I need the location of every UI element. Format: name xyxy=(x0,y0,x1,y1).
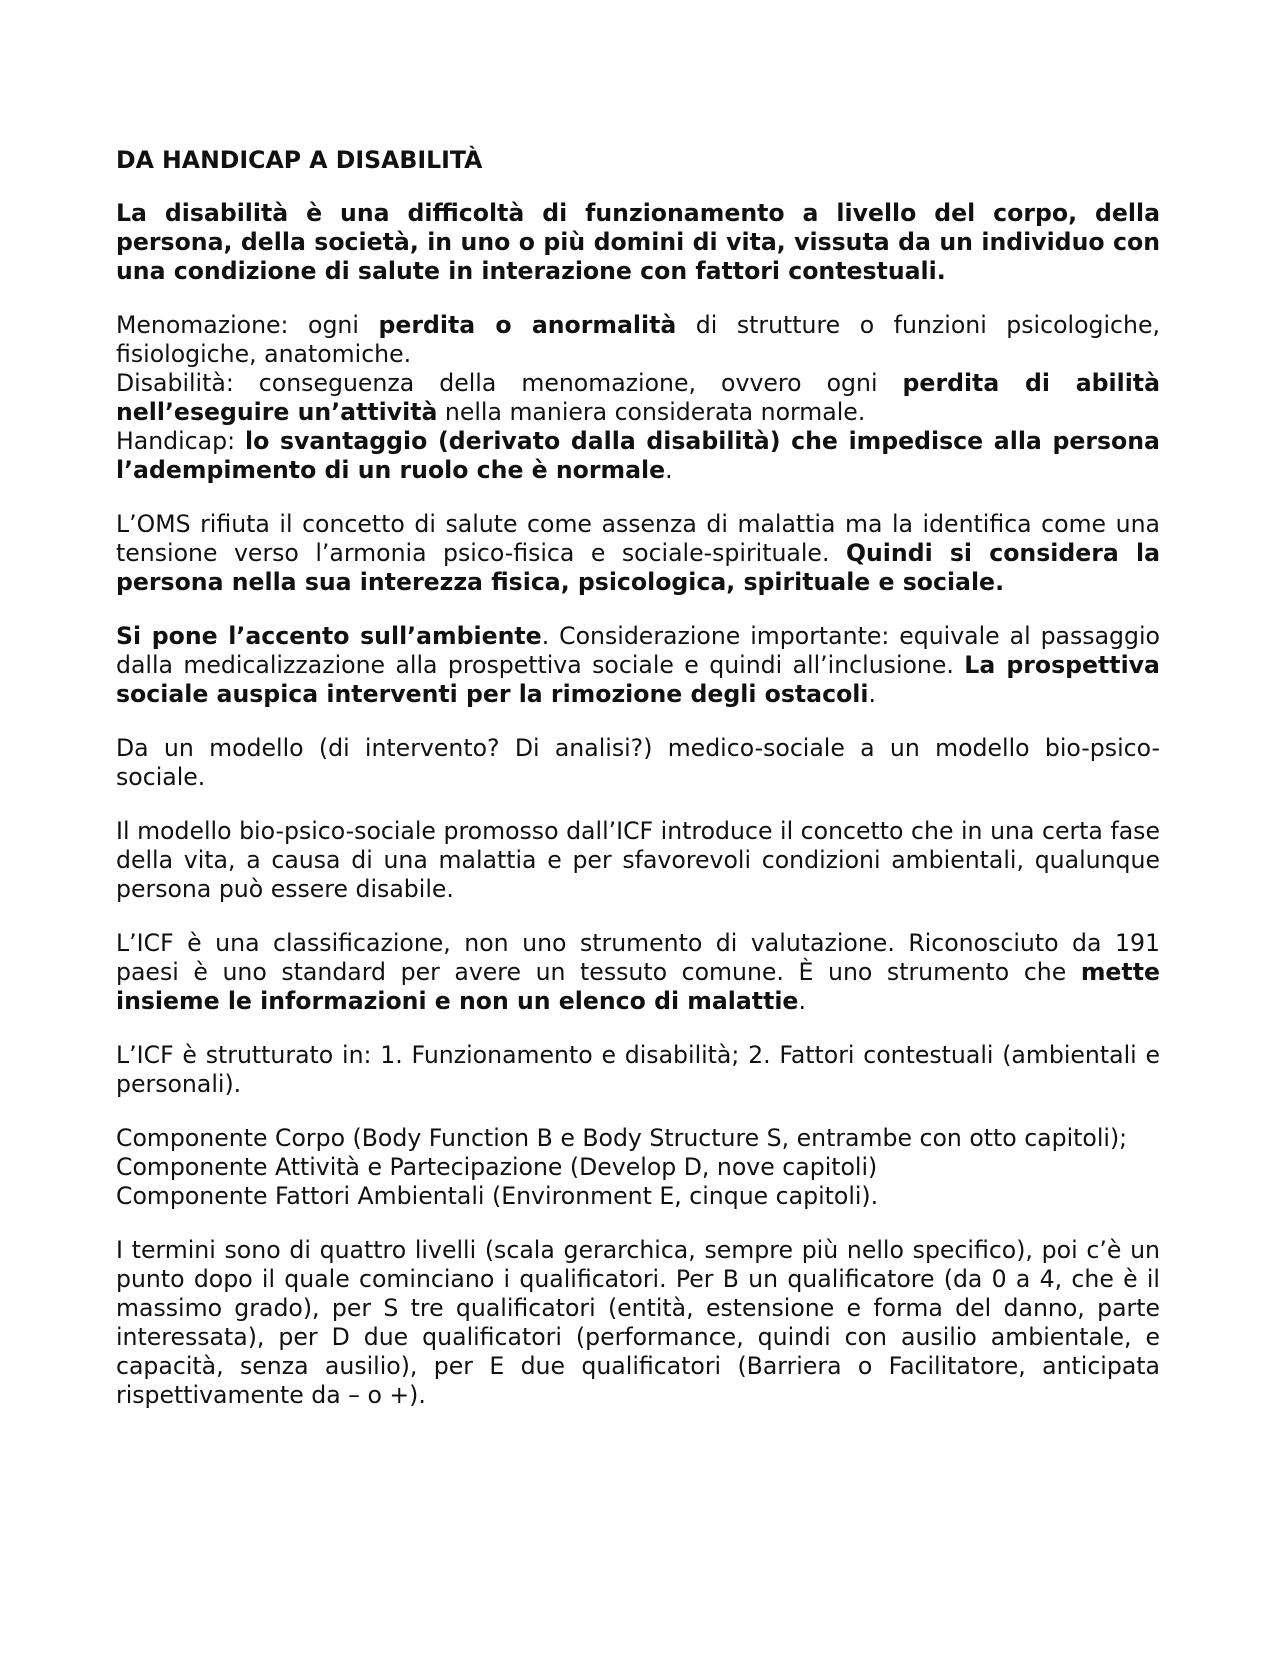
componente-attivita: Componente Attività e Partecipazione (Develop D, nove capitoli) xyxy=(116,1153,878,1181)
termini-paragraph: I termini sono di quattro livelli (scala gerarchica, sempre più nello specifico), poi c’è un punto dopo il quale cominciano i qualificatori. Per B un qualificatore (da 0 a 4, che è il massimo grado), per S tre qualificatori (entità, estensione e forma del danno, parte interessata), per D due qualificatori (performance, quindi con ausilio ambientale, e capacità, senza ausilio), per E due qualificatori (Barriera o Facilitatore, anticipata rispettivamente da – o +). xyxy=(116,1236,1160,1409)
document-title: DA HANDICAP A DISABILITÀ xyxy=(116,146,483,174)
icf-intro-paragraph: Il modello bio-psico-sociale promosso dall’ICF introduce il concetto che in una certa fase della vita, a causa di una malattia e per sfavorevoli condizioni ambientali, qualunque persona può essere disabile. xyxy=(116,817,1160,903)
definition-text: La disabilità è una difficoltà di funzionamento a livello del corpo, della persona, della società, in uno o più domini di vita, vissuta da un individuo con una condizione di salute in interazione con fattori contestuali. xyxy=(116,199,1160,285)
term-menomazione: Menomazione: ogni perdita o anormalità di strutture o funzioni psicologiche, fisiologiche, anatomiche. xyxy=(116,311,1160,368)
componenti-block xyxy=(116,1124,1160,1211)
componente-corpo: Componente Corpo (Body Function B e Body Structure S, entrambe con otto capitoli); xyxy=(116,1124,1128,1152)
ambiente-paragraph: Si pone l’accento sull’ambiente. Considerazione importante: equivale al passaggio dalla medicalizzazione alla prospettiva sociale e quindi all’inclusione. La prospettiva sociale auspica interventi per la rimozione degli ostacoli. xyxy=(116,622,1160,708)
componente-fattori: Componente Fattori Ambientali (Environment E, cinque capitoli). xyxy=(116,1182,879,1210)
modello-paragraph: Da un modello (di intervento? Di analisi?) medico-sociale a un modello bio-psico-sociale. xyxy=(116,734,1160,791)
icf-classificazione-paragraph: L’ICF è una classificazione, non uno strumento di valutazione. Riconosciuto da 191 paesi è uno standard per avere un tessuto comune. È uno strumento che mette insieme le informazioni e non un elenco di malattie. xyxy=(116,929,1160,1015)
definition-paragraph xyxy=(116,199,1160,286)
terms-block xyxy=(116,311,1160,485)
icf-struttura-paragraph: L’ICF è strutturato in: 1. Funzionamento e disabilità; 2. Fattori contestuali (ambientali e personali). xyxy=(116,1041,1160,1098)
oms-paragraph: L’OMS rifiuta il concetto di salute come assenza di malattia ma la identifica come una tensione verso l’armonia psico-fisica e sociale-spirituale. Quindi si considera la persona nella sua interezza fisica, psicologica, spirituale e sociale. xyxy=(116,510,1160,596)
term-handicap: Handicap: lo svantaggio (derivato dalla disabilità) che impedisce alla persona l’adempimento di un ruolo che è normale. xyxy=(116,427,1160,484)
document-page xyxy=(116,146,1160,1435)
term-disabilita: Disabilità: conseguenza della menomazione, ovvero ogni perdita di abilità nell’eseguire un’attività nella maniera considerata normale. xyxy=(116,369,1160,426)
